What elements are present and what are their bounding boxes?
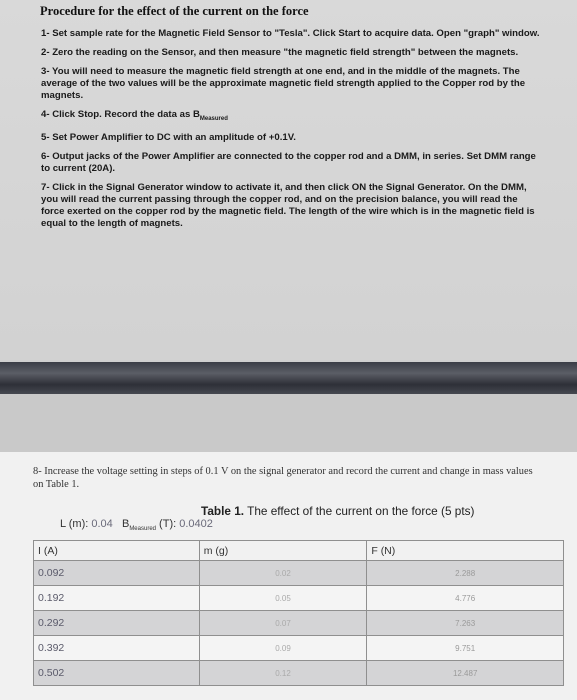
cell-current[interactable]: 0.292 xyxy=(34,611,200,636)
cell-current[interactable]: 0.392 xyxy=(34,636,200,661)
header-mass: m (g) xyxy=(199,541,367,561)
procedure-section xyxy=(38,4,543,237)
step-7: 7- Click in the Signal Generator window to activate it, and then click ON the Signal Generator. On the DMM, you will read the current passing through the copper rod, and on the precision balance, you will read the force exerted on the copper rod by the magnetic field. The length of the wire which is in the magnetic field is equal to the length of magnets. xyxy=(41,181,535,229)
cell-mass[interactable]: 0.09 xyxy=(199,636,367,661)
header-current: I (A) xyxy=(34,541,200,561)
current-force-table xyxy=(33,540,564,686)
table-row xyxy=(34,611,564,636)
table-caption-text: The effect of the current on the force (5 pts) xyxy=(244,504,475,518)
header-force: F (N) xyxy=(367,541,564,561)
table-row xyxy=(34,661,564,686)
dark-separator-band xyxy=(0,362,577,394)
step-8: 8- Increase the voltage setting in steps of 0.1 V on the signal generator and record the current and change in mass values on Table 1. xyxy=(33,466,533,490)
step-5: 5- Set Power Amplifier to DC with an amplitude of +0.1V. xyxy=(41,131,296,143)
b-label: B xyxy=(121,518,130,530)
step-6: 6- Output jacks of the Power Amplifier are connected to the copper rod and a DMM, in series. Set DMM range to current (20A). xyxy=(41,150,536,174)
step-1: 1- Set sample rate for the Magnetic Field Sensor to "Tesla". Click Start to acquire data. Open "graph" window. xyxy=(41,28,540,39)
table-row xyxy=(34,586,564,611)
table-header-row xyxy=(34,541,564,561)
step-3: 3- You will need to measure the magnetic field strength at one end, and in the middle of the magnets. The average of the two values will be the approximate magnetic field strength applied to the Copper rod by the magnets. xyxy=(41,66,526,101)
step-4 xyxy=(41,109,543,125)
table-row xyxy=(34,636,564,661)
table-row xyxy=(34,561,564,586)
cell-force[interactable]: 12.487 xyxy=(367,661,564,686)
procedure-title: Procedure for the effect of the current on the force xyxy=(40,4,309,18)
step-2: 2- Zero the reading on the Sensor, and then measure "the magnetic field strength" between the magnets. xyxy=(41,47,519,58)
cell-mass[interactable]: 0.07 xyxy=(199,611,367,636)
cell-mass[interactable]: 0.12 xyxy=(199,661,367,686)
cell-force[interactable]: 9.751 xyxy=(367,636,564,661)
length-value: 0.04 xyxy=(91,518,113,530)
cell-force[interactable]: 4.776 xyxy=(367,586,564,611)
table-meta xyxy=(60,518,213,532)
cell-mass[interactable]: 0.02 xyxy=(199,561,367,586)
step-4-text: 4- Click Stop. Record the data as B xyxy=(41,109,200,120)
grey-gap xyxy=(0,394,577,454)
step-4-subscript: Measured xyxy=(199,115,228,122)
length-label: L (m): xyxy=(60,518,92,530)
table-caption xyxy=(201,504,474,518)
b-value: 0.0402 xyxy=(179,518,213,530)
cell-current[interactable]: 0.502 xyxy=(34,661,200,686)
cell-force[interactable]: 7.263 xyxy=(367,611,564,636)
cell-mass[interactable]: 0.05 xyxy=(199,586,367,611)
b-subscript: Measured xyxy=(129,526,156,533)
b-unit: (T): xyxy=(156,518,180,530)
table-caption-label: Table 1. xyxy=(201,504,245,518)
cell-current[interactable]: 0.092 xyxy=(34,561,200,586)
cell-current[interactable]: 0.192 xyxy=(34,586,200,611)
cell-force[interactable]: 2.288 xyxy=(367,561,564,586)
